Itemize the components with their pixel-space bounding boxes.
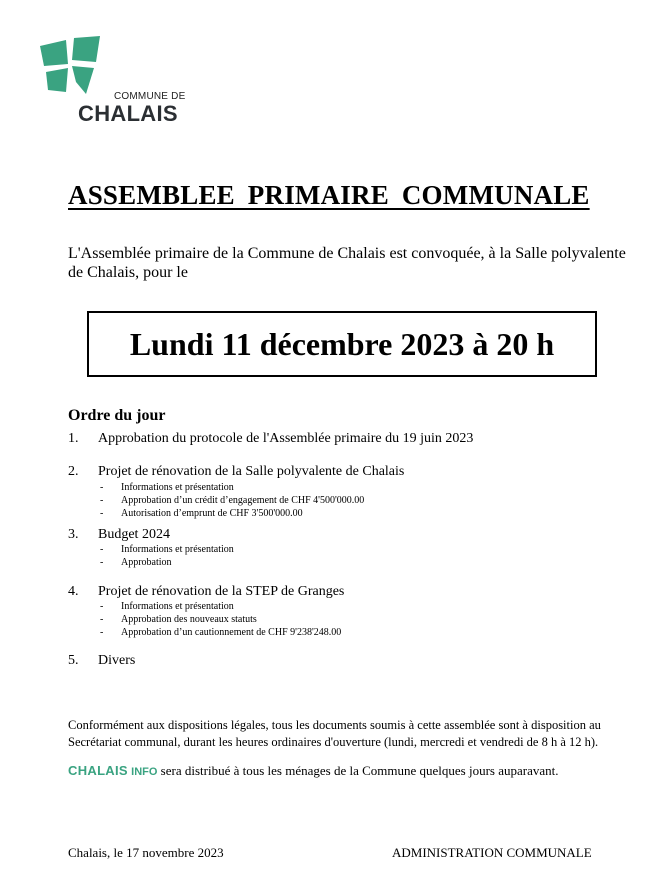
agenda-item-label: Projet de rénovation de la Salle polyvalente de Chalais [98, 464, 405, 479]
agenda-item-5 [68, 653, 135, 669]
agenda-item-number: 4. [68, 584, 79, 599]
legal-notice: Conformément aux dispositions légales, tous les documents soumis à cette assemblée sont à disposition au Secrétariat communal, durant les heures ordinaires d'ouverture (lundi, mercredi et vendredi de 8 h à 12 h). [68, 718, 601, 749]
agenda-item-label: Approbation du protocole de l'Assemblée primaire du 19 juin 2023 [98, 431, 474, 446]
logo-commune-label: COMMUNE DE [114, 91, 186, 102]
agenda-item-label: Projet de rénovation de la STEP de Granges [98, 584, 345, 599]
list-item: - Approbation des nouveaux statuts [100, 614, 257, 625]
info-text: sera distribué à tous les ménages de la Commune quelques jours auparavant. [157, 763, 559, 778]
agenda-subitems-2 [100, 481, 364, 520]
list-item: - Informations et présentation [100, 544, 234, 555]
agenda-subitems-4 [100, 600, 341, 639]
agenda-item-number: 1. [68, 431, 79, 446]
list-item: - Approbation d’un cautionnement de CHF 9'238'248.00 [100, 627, 342, 638]
list-item: - Informations et présentation [100, 601, 234, 612]
logo-name: CHALAIS [78, 101, 178, 126]
agenda-item-number: 5. [68, 653, 79, 668]
date-box [87, 311, 597, 377]
agenda-item-label: Budget 2024 [98, 527, 170, 542]
list-item: - Informations et présentation [100, 482, 234, 493]
meeting-date: Lundi 11 décembre 2023 à 20 h [129, 325, 555, 362]
footer-place-date: Chalais, le 17 novembre 2023 [68, 845, 224, 860]
agenda-heading: Ordre du jour [68, 407, 166, 424]
list-item: - Approbation [100, 557, 172, 568]
list-item: - Approbation d’un crédit d’engagement de CHF 4'500'000.00 [100, 495, 365, 506]
footer-signature: ADMINISTRATION COMMUNALE [392, 845, 592, 860]
info-brand-suffix: INFO [131, 766, 158, 778]
agenda-subitems-3 [100, 543, 234, 569]
info-brand: CHALAIS [68, 763, 128, 778]
agenda-item-3 [68, 527, 170, 543]
agenda-item-number: 3. [68, 527, 79, 542]
clover-logo-icon [36, 34, 108, 96]
info-line [68, 763, 559, 779]
commune-logo [36, 34, 186, 126]
agenda-item-2 [68, 464, 404, 480]
agenda-item-number: 2. [68, 464, 79, 479]
agenda-item-label: Divers [98, 653, 136, 668]
agenda-item-4 [68, 584, 344, 600]
intro-text: L'Assemblée primaire de la Commune de Chalais est convoquée, à la Salle polyvalente de Chalais, pour le [68, 245, 626, 281]
page-title: ASSEMBLEE PRIMAIRE COMMUNALE [68, 180, 590, 210]
agenda-item-1 [68, 431, 473, 447]
list-item: - Autorisation d’emprunt de CHF 3'500'000.00 [100, 508, 303, 519]
